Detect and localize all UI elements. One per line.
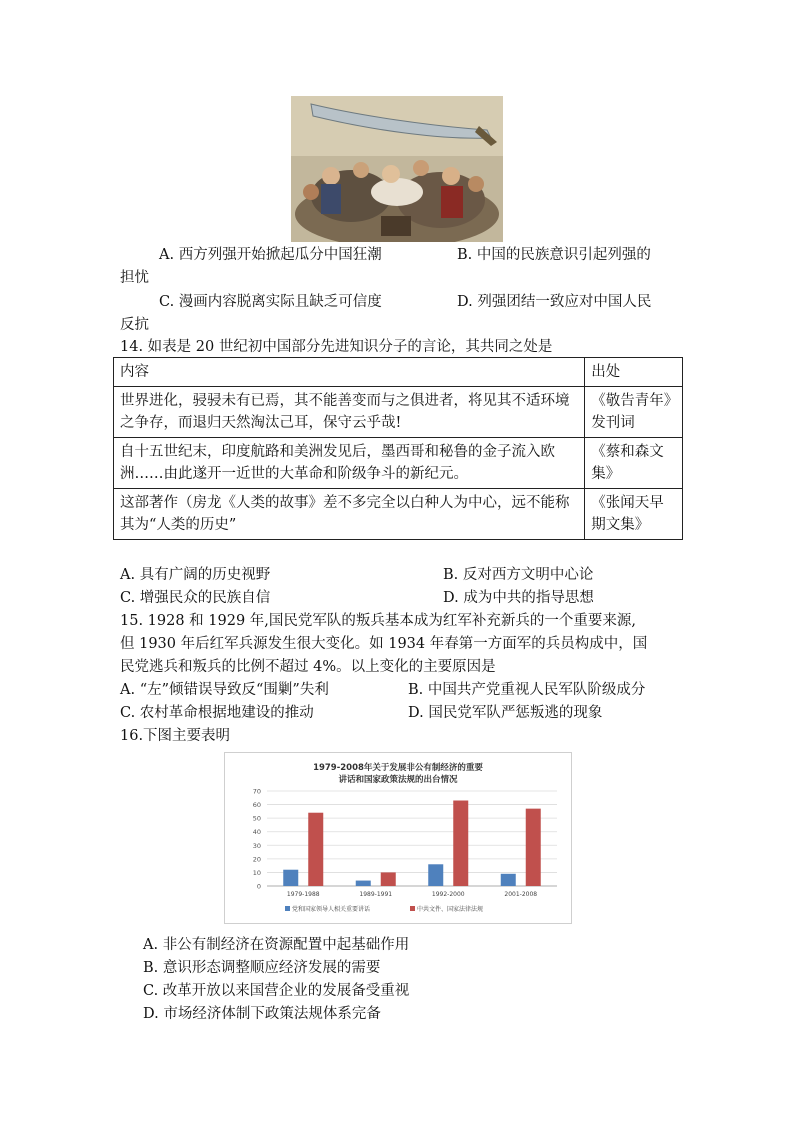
bar-series-1 <box>283 870 298 886</box>
table-cell-source: 《蔡和森文集》 <box>585 438 683 489</box>
q13-option-b-cont: 担忧 <box>120 270 149 286</box>
x-tick-label: 1992-2000 <box>431 891 465 898</box>
q16-stem: 16.下图主要表明 <box>120 728 231 744</box>
q13-option-d-cont: 反抗 <box>120 317 149 333</box>
q15-option-d: D. 国民党军队严惩叛逃的现象 <box>408 705 603 721</box>
bar-series-2 <box>381 872 396 886</box>
cartoon-illustration <box>291 96 503 242</box>
bar-chart <box>224 752 572 924</box>
q16-option-d: D. 市场经济体制下政策法规体系完备 <box>143 1006 381 1022</box>
q16-option-b: B. 意识形态调整顺应经济发展的需要 <box>143 960 381 976</box>
q14-option-b: B. 反对西方文明中心论 <box>443 567 594 583</box>
y-tick-label: 20 <box>252 855 261 864</box>
table-cell-source: 《敬告青年》发刊词 <box>585 387 683 438</box>
table-row <box>114 438 683 489</box>
bar-series-2 <box>453 801 468 887</box>
quote-table <box>113 357 683 540</box>
y-tick-label: 10 <box>252 868 261 877</box>
q15-stem-line3: 民党逃兵和叛兵的比例不超过 4%。以上变化的主要原因是 <box>120 659 496 675</box>
q14-option-a: A. 具有广阔的历史视野 <box>120 567 271 583</box>
table-cell-content: 这部著作（房龙《人类的故事》差不多完全以白种人为中心，远不能称其为“人类的历史” <box>114 489 585 540</box>
table-cell-source: 《张闻天早期文集》 <box>585 489 683 540</box>
q15-stem-line2: 但 1930 年后红军兵源发生很大变化。如 1934 年春第一方面军的兵员构成中，国 <box>120 636 648 652</box>
y-tick-label: 40 <box>252 828 261 837</box>
q15-option-b: B. 中国共产党重视人民军队阶级成分 <box>408 682 646 698</box>
q14-option-d: D. 成为中共的指导思想 <box>443 590 594 606</box>
x-tick-label: 1989-1991 <box>359 891 393 898</box>
y-tick-label: 30 <box>252 841 261 850</box>
y-tick-label: 70 <box>252 787 261 796</box>
x-tick-label: 1979-1988 <box>286 891 320 898</box>
bar-series-2 <box>308 813 323 886</box>
bar-series-1 <box>356 881 371 886</box>
q16-option-c: C. 改革开放以来国营企业的发展备受重视 <box>143 983 410 999</box>
bar-series-1 <box>428 864 443 886</box>
legend-swatch <box>410 906 415 911</box>
table-header-content: 内容 <box>114 358 585 387</box>
q16-option-a: A. 非公有制经济在资源配置中起基础作用 <box>143 937 410 953</box>
bar-series-2 <box>526 809 541 886</box>
table-header-source: 出处 <box>585 358 683 387</box>
q13-option-c: C. 漫画内容脱离实际且缺乏可信度 <box>159 294 382 310</box>
table-header-row <box>114 358 683 387</box>
q14-stem: 14. 如表是 20 世纪初中国部分先进知识分子的言论，其共同之处是 <box>120 339 553 355</box>
legend-swatch <box>285 906 290 911</box>
table-cell-content: 自十五世纪末，印度航路和美洲发见后，墨西哥和秘鲁的金子流入欧洲……由此遂开一近世的大革命和阶级争斗的新纪元。 <box>114 438 585 489</box>
bar-series-1 <box>501 874 516 886</box>
chart-title-line2: 讲话和国家政策法规的出台情况 <box>338 775 458 785</box>
q14-option-c: C. 增强民众的民族自信 <box>120 590 271 606</box>
table-row <box>114 489 683 540</box>
chart-plot <box>225 753 571 923</box>
cartoon-drawing <box>291 96 503 242</box>
y-tick-label: 50 <box>252 814 261 823</box>
q13-option-d: D. 列强团结一致应对中国人民 <box>457 294 652 310</box>
q15-stem-line1: 15. 1928 和 1929 年,国民党军队的叛兵基本成为红军补充新兵的一个重要来源, <box>120 613 637 629</box>
chart-title-line1: 1979-2008年关于发展非公有制经济的重要 <box>313 763 483 773</box>
legend-label: 中共文件、国家法律法规 <box>417 906 484 913</box>
y-tick-label: 0 <box>256 882 261 891</box>
table-cell-content: 世界进化，骎骎未有已焉，其不能善变而与之俱进者，将见其不适环境之争存，而退归天然淘汰己耳，保守云乎哉! <box>114 387 585 438</box>
q15-option-a: A. “左”倾错误导致反“围剿”失利 <box>120 682 329 698</box>
q13-option-b: B. 中国的民族意识引起列强的 <box>457 247 651 263</box>
q13-option-a: A. 西方列强开始掀起瓜分中国狂潮 <box>159 247 382 263</box>
x-tick-label: 2001-2008 <box>504 891 538 898</box>
table-row <box>114 387 683 438</box>
y-tick-label: 60 <box>252 801 261 810</box>
q15-option-c: C. 农村革命根据地建设的推动 <box>120 705 314 721</box>
legend-label: 党和国家领导人相关重要讲话 <box>292 906 371 913</box>
